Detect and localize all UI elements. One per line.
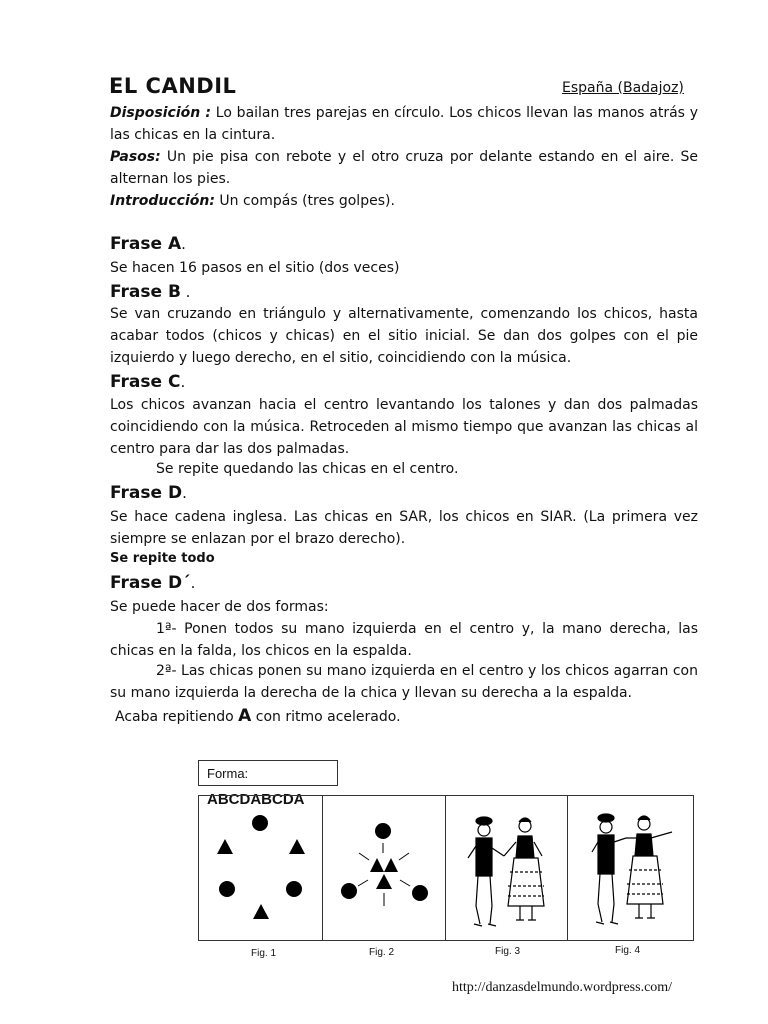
page-title: EL CANDIL [109,74,237,98]
frase-d2-intro: Se puede hacer de dos formas: [110,599,329,615]
fig1-circle-diagram [199,796,322,940]
frase-c-heading: Frase C. [110,372,186,392]
disposicion-text: Lo bailan tres parejas en círculo. Los chicos llevan las manos atrás y las chicas en la cintura. [110,105,699,143]
intro-block [110,102,698,212]
introduccion-text: Un compás (tres golpes). [214,193,395,209]
fig2-label: Fig. 2 [369,947,395,958]
ending-letter: A [238,706,252,726]
ending-line: Acaba repitiendo A con ritmo acelerado. [115,706,401,726]
introduccion-paragraph [110,190,698,212]
frase-b-heading: Frase B . [110,282,191,302]
frase-c-text: Los chicos avanzan hacia el centro levantando los talones y dan dos palmadas coincidiendo con la música. Retroceden al mismo tiempo que avanzan las chicas al centro para dar las dos palmadas. [110,397,698,457]
frase-d2-heading: Frase D´. [110,573,196,593]
disposicion-label: Disposición : [110,105,212,121]
frase-a-text: Se hacen 16 pasos en el sitio (dos veces) [110,260,400,276]
footer-url[interactable]: http://danzasdelmundo.wordpress.com/ [452,980,673,995]
pasos-label: Pasos: [110,149,161,165]
frase-d-heading: Frase D. [110,483,187,503]
frase-d2-form2: 2ª- Las chicas ponen su mano izquierda en el centro y los chicos agarran con su mano izquierda la derecha de la chica y llevan su derecha a la espalda. [110,663,698,701]
frase-d-text: Se hace cadena inglesa. Las chicas en SAR, los chicos en SIAR. (La primera vez siempre se enlazan por el brazo derecho). [110,509,698,547]
pasos-paragraph [110,146,698,190]
figures-box [198,795,694,941]
disposicion-paragraph [110,102,698,146]
fig4-label: Fig. 4 [615,945,641,956]
fig3-dancers-drawing [446,796,567,940]
introduccion-label: Introducción: [110,193,215,209]
frase-a-heading: Frase A. [110,234,186,254]
pasos-text: Un pie pisa con rebote y el otro cruza por delante estando en el aire. Se alternan los pies. [110,149,698,187]
frase-b-text: Se van cruzando en triángulo y alternativamente, comenzando los chicos, hasta acabar todos (chicos y chicas) en el sitio inicial. Se dan dos golpes con el pie izquierdo y luego derecho, en el sitio, coincidiendo con la música. [110,306,698,366]
forma-box: Forma: ABCDABCDA [198,760,338,786]
repeat-all-note: Se repite todo [110,551,215,566]
frase-d2-form1: 1ª- Ponen todos su mano izquierda en el centro y, la mano derecha, las chicas en la falda, los chicos en la espalda. [110,621,698,659]
frase-c-repeat: Se repite quedando las chicas en el centro. [156,461,459,477]
forma-value: ABCDABCDA [207,791,305,808]
fig2-center-diagram [323,796,445,940]
fig3-label: Fig. 3 [495,946,521,957]
fig4-dancers-drawing [568,796,693,940]
fig1-label: Fig. 1 [251,948,277,959]
region-label: España (Badajoz) [562,80,684,96]
